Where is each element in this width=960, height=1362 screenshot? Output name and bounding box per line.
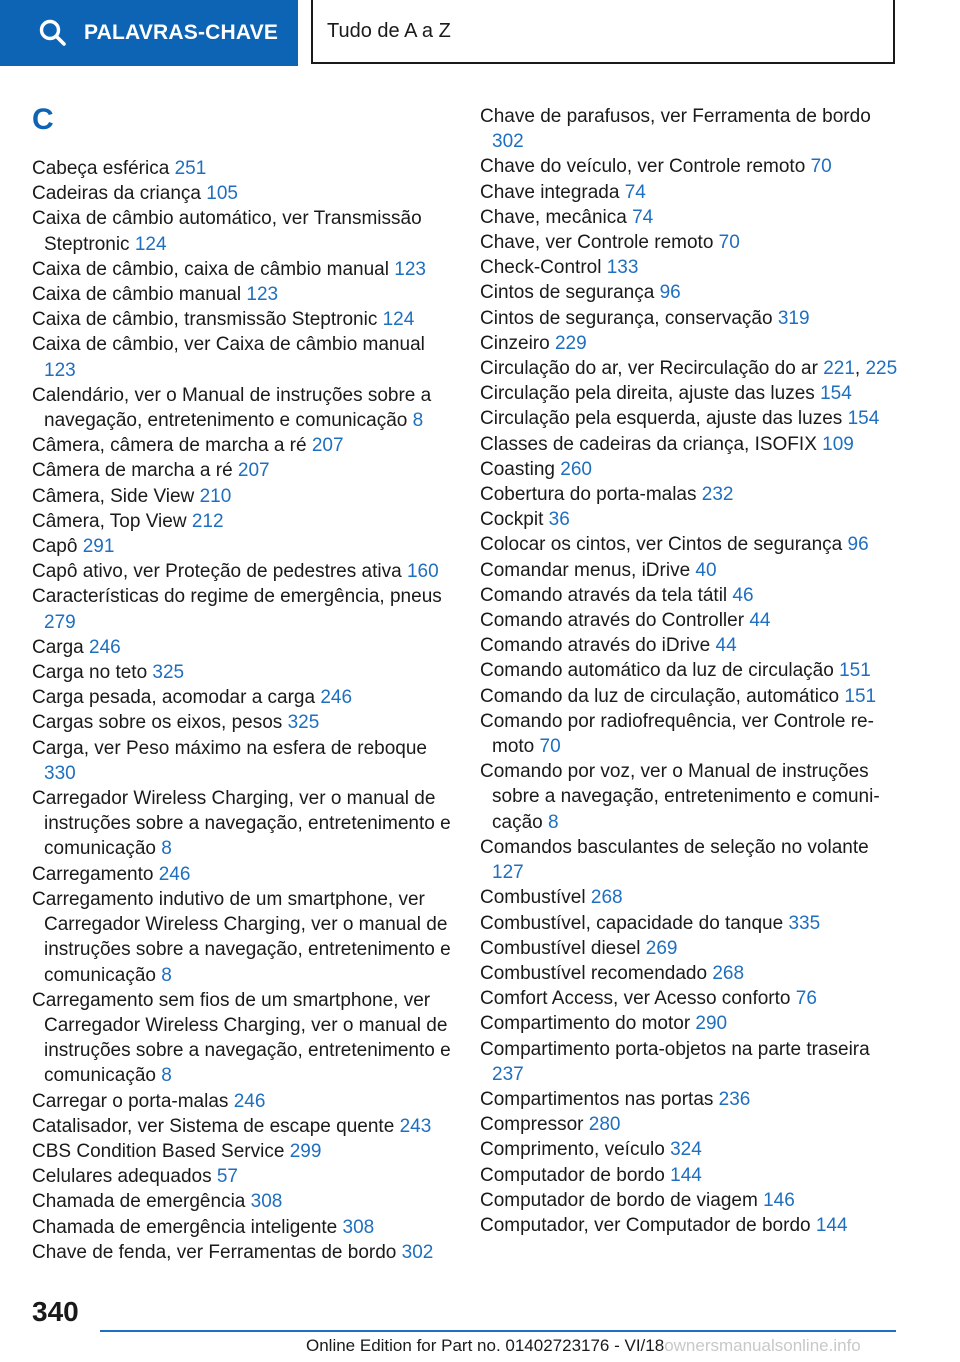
page-reference-link[interactable]: 221 xyxy=(823,358,855,380)
index-entry-term: Cadeiras da criança xyxy=(32,183,207,205)
page-reference-link[interactable]: 299 xyxy=(289,1140,322,1162)
index-entry-term: Chave do veículo, ver Controle remoto xyxy=(480,156,811,178)
index-entry xyxy=(480,205,900,230)
index-entry-term: Cobertura do porta-malas xyxy=(480,484,702,506)
index-entry xyxy=(480,331,900,356)
page-reference-link[interactable]: 291 xyxy=(82,536,115,558)
page-reference-link[interactable]: 8 xyxy=(161,838,172,860)
page-reference-link[interactable]: 96 xyxy=(847,534,869,556)
page-reference-link[interactable]: 123 xyxy=(394,258,426,280)
page-reference-link[interactable]: 324 xyxy=(670,1139,702,1161)
index-entry-term: Carregamento sem fios de um smartphone, ver Carregador Wireless Charging, ver o manual de instruções sobre a navegação, entretenimento e comunicação xyxy=(32,989,451,1087)
index-entry xyxy=(480,1011,900,1036)
index-entry xyxy=(480,482,900,507)
index-list-right xyxy=(480,104,900,1238)
index-entry xyxy=(480,1188,900,1213)
index-entry xyxy=(32,1240,452,1265)
keywords-label: PALAVRAS-CHAVE xyxy=(84,21,279,44)
index-entry-term: Comando através da tela tátil xyxy=(480,584,733,606)
index-entry-term: Câmera de marcha a ré xyxy=(32,460,238,482)
page-reference-link[interactable]: 44 xyxy=(749,610,771,632)
index-entry-term: Características do regime de emergência, pneus xyxy=(32,586,442,608)
index-entry-term: Compressor xyxy=(480,1114,589,1136)
index-entry xyxy=(32,458,452,483)
index-entry xyxy=(480,457,900,482)
index-entry xyxy=(480,180,900,205)
footer xyxy=(306,1336,861,1356)
page-reference-link[interactable]: 76 xyxy=(795,988,817,1010)
index-column-right xyxy=(480,104,900,1238)
page-reference-link[interactable]: 207 xyxy=(311,435,344,457)
index-entry-term: Comfort Access, ver Acesso conforto xyxy=(480,988,796,1010)
page-reference-link[interactable]: 319 xyxy=(777,307,810,329)
page-reference-link[interactable]: 308 xyxy=(342,1216,375,1238)
page-reference-link[interactable]: 70 xyxy=(539,736,561,758)
page-reference-link[interactable]: 229 xyxy=(554,332,587,354)
index-entry xyxy=(32,635,452,660)
page-reference-link[interactable]: 8 xyxy=(161,1065,172,1087)
index-entry-term: Caixa de câmbio, caixa de câmbio manual xyxy=(32,258,395,280)
index-entry-term: Comando por radiofrequência, ver Controle remoto xyxy=(480,710,874,758)
index-entry xyxy=(480,608,900,633)
index-entry-term: Carga no teto xyxy=(32,662,153,684)
index-entry-term: Cintos de segurança, conservação xyxy=(480,307,778,329)
page-reference-link[interactable]: 74 xyxy=(632,206,654,228)
page-reference-link[interactable]: 8 xyxy=(547,811,559,833)
index-entry-term: Comando automático da luz de circulação xyxy=(480,660,840,682)
index-entry-term: Comando por voz, ver o Manual de instruções sobre a navegação, entretenimento e comunicação xyxy=(480,761,880,833)
index-entry xyxy=(480,961,900,986)
page-reference-link[interactable]: 123 xyxy=(246,284,279,306)
page-reference-link[interactable]: 146 xyxy=(763,1189,795,1211)
index-entry xyxy=(480,633,900,658)
index-entry xyxy=(32,988,452,1089)
index-entry-term: Chave integrada xyxy=(480,181,625,203)
page-reference-link[interactable]: 44 xyxy=(715,635,737,657)
index-entry-term: Carga, ver Peso máximo na esfera de reboque xyxy=(32,737,427,759)
index-entry-term: Coasting xyxy=(480,458,561,480)
page-reference-link[interactable]: 8 xyxy=(412,410,424,432)
index-entry xyxy=(32,1215,452,1240)
index-entry-term: Caixa de câmbio automático, ver Transmissão Steptronic xyxy=(32,208,422,255)
index-entry-term: Chamada de emergência inteligente xyxy=(32,1216,343,1238)
index-entry xyxy=(480,432,900,457)
page-reference-link[interactable]: 246 xyxy=(233,1090,266,1112)
page-reference-link[interactable]: 96 xyxy=(659,282,681,304)
index-entry-term: Carga xyxy=(32,636,90,658)
index-entry-term: Chamada de emergência xyxy=(32,1191,251,1213)
index-entry-term: Compartimentos nas portas xyxy=(480,1088,719,1110)
index-entry-term: Chave de parafusos, ver Ferramenta de bordo xyxy=(480,106,871,127)
page-reference-link[interactable]: 302 xyxy=(492,131,524,153)
index-entry xyxy=(480,255,900,280)
index-entry-term: Caixa de câmbio manual xyxy=(32,284,247,306)
index-entry-term: Carregador Wireless Charging, ver o manual de instruções sobre a navegação, entretenimento e comunicação xyxy=(32,788,451,860)
keywords-button[interactable] xyxy=(0,0,298,66)
index-entry xyxy=(32,660,452,685)
index-entry-term: Computador, ver Computador de bordo xyxy=(480,1214,816,1236)
page-reference-link[interactable]: 246 xyxy=(158,863,191,885)
page-reference-link[interactable]: 144 xyxy=(670,1164,702,1186)
index-entry xyxy=(32,1189,452,1214)
index-entry xyxy=(480,507,900,532)
page-reference-link[interactable]: 154 xyxy=(847,408,880,430)
index-entry-term: Cabeça esférica xyxy=(32,158,175,179)
index-entry-term: Computador de bordo xyxy=(480,1164,671,1186)
page-reference-link[interactable]: 212 xyxy=(191,510,224,532)
index-entry xyxy=(32,484,452,509)
page-reference-link[interactable]: 40 xyxy=(695,559,717,581)
page-reference-link[interactable]: 308 xyxy=(250,1191,283,1213)
index-entry xyxy=(32,257,452,282)
index-entry xyxy=(480,1087,900,1112)
index-entry xyxy=(32,887,452,988)
page-reference-link[interactable]: 124 xyxy=(134,233,167,255)
search-icon xyxy=(38,18,68,48)
index-entry xyxy=(480,835,900,885)
page-reference-link[interactable]: 325 xyxy=(152,662,185,684)
watermark: ownersmanualsonline.info xyxy=(664,1336,861,1355)
index-entry xyxy=(480,936,900,961)
page-reference-link[interactable]: 154 xyxy=(820,383,852,405)
index-entry-term: Comando através do iDrive xyxy=(480,635,716,657)
index-entry-term: Combustível, capacidade do tanque xyxy=(480,912,789,934)
index-entry xyxy=(480,104,900,154)
index-entry-term: Combustível recomendado xyxy=(480,962,713,984)
index-entry xyxy=(480,885,900,910)
page-reference-link[interactable]: 246 xyxy=(320,687,353,709)
index-entry-term: Calendário, ver o Manual de instruções sobre a navegação, entretenimento e comunicação xyxy=(32,384,432,432)
index-entry xyxy=(480,1213,900,1238)
page-reference-link[interactable]: 335 xyxy=(788,912,821,934)
index-entry-term: Câmera, câmera de marcha a ré xyxy=(32,435,312,457)
index-entry xyxy=(480,1037,900,1087)
tab-a-to-z-label: Tudo de A a Z xyxy=(327,19,451,42)
page-reference-link[interactable]: 70 xyxy=(810,156,832,178)
page-reference-link[interactable]: 269 xyxy=(645,937,678,959)
index-entry xyxy=(32,1089,452,1114)
index-entry xyxy=(32,584,452,634)
index-entry: Circulação do ar, ver Recirculação do ar 221, 225 xyxy=(480,358,898,380)
index-entry-term: Chave, ver Controle remoto xyxy=(480,232,719,254)
header xyxy=(0,0,960,66)
index-entry xyxy=(32,383,452,433)
index-entry-term: Combustível xyxy=(480,887,591,909)
index-entry-term: Comando através do Controller xyxy=(480,610,750,632)
index-entry xyxy=(32,181,452,206)
page-reference-link[interactable]: 46 xyxy=(732,584,754,606)
index-entry-term: Comprimento, veículo xyxy=(480,1139,671,1161)
index-entry xyxy=(32,307,452,332)
index-entry-term: Cockpit xyxy=(480,509,549,531)
index-entry-term: Capô ativo, ver Proteção de pedestres ativa xyxy=(32,561,407,583)
index-entry xyxy=(480,306,900,331)
page-reference-link[interactable]: 127 xyxy=(492,862,524,884)
index-entry-term: Computador de bordo de viagem xyxy=(480,1189,764,1211)
page-reference-link[interactable]: 124 xyxy=(382,309,415,331)
index-entry-term: Compartimento porta-objetos na parte traseira xyxy=(480,1038,870,1060)
index-entry-term: Cinzeiro xyxy=(480,332,555,354)
index-entry-term: Caixa de câmbio, transmissão Steptronic xyxy=(32,309,383,331)
index-entry xyxy=(480,759,900,835)
index-entry xyxy=(480,1137,900,1162)
page-reference-link[interactable]: 207 xyxy=(237,460,270,482)
page-reference-link[interactable]: 325 xyxy=(287,712,320,734)
index-entry xyxy=(480,532,900,557)
page-reference-link[interactable]: 243 xyxy=(399,1115,432,1137)
index-entry xyxy=(32,433,452,458)
index-entry-term: Câmera, Top View xyxy=(32,510,192,532)
index-entry xyxy=(480,230,900,255)
index-entry-term: Combustível diesel xyxy=(480,937,646,959)
index-entry-term: Capô xyxy=(32,536,83,558)
index-entry-term: CBS Condition Based Service xyxy=(32,1140,290,1162)
index-entry-term: Carregar o porta-malas xyxy=(32,1090,234,1112)
index-column-left xyxy=(32,100,452,1265)
index-entry xyxy=(32,685,452,710)
page-reference-link[interactable]: 133 xyxy=(606,257,639,279)
page-reference-link[interactable]: 105 xyxy=(206,183,238,205)
page-reference-link[interactable]: 268 xyxy=(712,962,745,984)
footer-divider xyxy=(100,1330,896,1332)
page-reference-link[interactable]: 70 xyxy=(718,232,740,254)
index-entry xyxy=(32,559,452,584)
index-entry xyxy=(480,1163,900,1188)
index-entry-term: Check-Control xyxy=(480,257,607,279)
index-entry xyxy=(480,558,900,583)
page-reference-link[interactable]: 268 xyxy=(590,887,623,909)
index-entry-term: Colocar os cintos, ver Cintos de segurança xyxy=(480,534,848,556)
edition-text: Online Edition for Part no. 01402723176 - VI/18 xyxy=(306,1336,665,1355)
page-reference-link[interactable]: 225 xyxy=(865,358,898,380)
index-entry-term: Circulação do ar, ver Recirculação do ar xyxy=(480,358,824,380)
page-reference-link[interactable]: 330 xyxy=(44,762,76,784)
page-reference-link[interactable]: 260 xyxy=(560,458,592,480)
index-entry xyxy=(32,1164,452,1189)
index-entry xyxy=(32,332,452,382)
index-entry-term: Circulação pela direita, ajuste das luzes xyxy=(480,383,821,405)
page-reference-link[interactable]: 36 xyxy=(548,509,570,531)
index-entry-term: Cintos de segurança xyxy=(480,282,660,304)
page-reference-link[interactable]: 236 xyxy=(718,1088,751,1110)
index-entry-term: Comandos basculantes de seleção no volante xyxy=(480,836,869,858)
section-letter: C xyxy=(32,103,54,136)
page-reference-link[interactable]: 144 xyxy=(815,1214,848,1236)
index-entry xyxy=(32,710,452,735)
index-entry xyxy=(32,736,452,786)
page-reference-link[interactable]: 246 xyxy=(89,636,121,658)
index-entry xyxy=(480,406,900,431)
page-reference-link[interactable]: 160 xyxy=(406,561,439,583)
index-entry xyxy=(32,862,452,887)
index-entry-term: Carregamento indutivo de um smartphone, ver Carregador Wireless Charging, ver o manual de instruções sobre a navegação, entretenimento e comunicação xyxy=(32,888,451,986)
page-reference-link[interactable]: 57 xyxy=(216,1166,238,1188)
index-entry xyxy=(480,709,900,759)
index-entry-term: Câmera, Side View xyxy=(32,485,200,507)
index-entry-term: Chave, mecânica xyxy=(480,206,633,228)
index-entry xyxy=(32,156,452,181)
index-entry-term: Catalisador, ver Sistema de escape quente xyxy=(32,1115,400,1137)
index-entry xyxy=(32,206,452,256)
index-entry xyxy=(32,1114,452,1139)
index-entry xyxy=(32,534,452,559)
page-reference-link[interactable]: 232 xyxy=(701,484,734,506)
index-entry xyxy=(32,509,452,534)
page-reference-link[interactable]: 251 xyxy=(174,158,207,179)
index-entry xyxy=(480,986,900,1011)
index-entry xyxy=(480,381,900,406)
index-entry xyxy=(480,658,900,683)
page-reference-link[interactable]: 8 xyxy=(161,964,172,986)
page-reference-link[interactable]: 151 xyxy=(839,660,871,682)
index-entry xyxy=(32,786,452,862)
index-entry-term: Cargas sobre os eixos, pesos xyxy=(32,712,288,734)
index-entry xyxy=(480,583,900,608)
index-entry xyxy=(480,684,900,709)
index-entry xyxy=(480,911,900,936)
page-reference-link[interactable]: 280 xyxy=(588,1114,621,1136)
index-entry-term: Classes de cadeiras da criança, ISOFIX xyxy=(480,433,823,455)
page-reference-link[interactable]: 290 xyxy=(695,1013,728,1035)
page-reference-link[interactable]: 210 xyxy=(199,485,232,507)
index-entry-term: Circulação pela esquerda, ajuste das luzes xyxy=(480,408,848,430)
page-number: 340 xyxy=(32,1296,79,1327)
page-reference-link[interactable]: 279 xyxy=(44,611,76,633)
index-entry-term: Carregamento xyxy=(32,863,159,885)
index-entry xyxy=(480,280,900,305)
page-reference-link[interactable]: 237 xyxy=(492,1063,524,1085)
page-reference-link[interactable]: 123 xyxy=(44,359,76,381)
index-entry-term: Celulares adequados xyxy=(32,1166,217,1188)
index-entry-term: Carga pesada, acomodar a carga xyxy=(32,687,321,709)
index-entry xyxy=(480,154,900,179)
page-reference-link[interactable]: 74 xyxy=(624,181,646,203)
index-entry-term: Comandar menus, iDrive xyxy=(480,559,696,581)
tab-a-to-z[interactable] xyxy=(311,0,895,64)
index-entry-term: Comando da luz de circulação, automático xyxy=(480,685,845,707)
page-reference-link[interactable]: 302 xyxy=(401,1241,434,1263)
page-reference-link[interactable]: 151 xyxy=(844,685,877,707)
index-entry xyxy=(32,1139,452,1164)
index-entry-term: Chave de fenda, ver Ferramentas de bordo xyxy=(32,1241,402,1263)
index-list-left xyxy=(32,156,452,1265)
index-entry-term: Compartimento do motor xyxy=(480,1013,696,1035)
page-reference-link[interactable]: 109 xyxy=(822,433,854,455)
index-entry-term: Caixa de câmbio, ver Caixa de câmbio manual xyxy=(32,334,425,356)
index-entry xyxy=(32,282,452,307)
index-entry xyxy=(480,1112,900,1137)
